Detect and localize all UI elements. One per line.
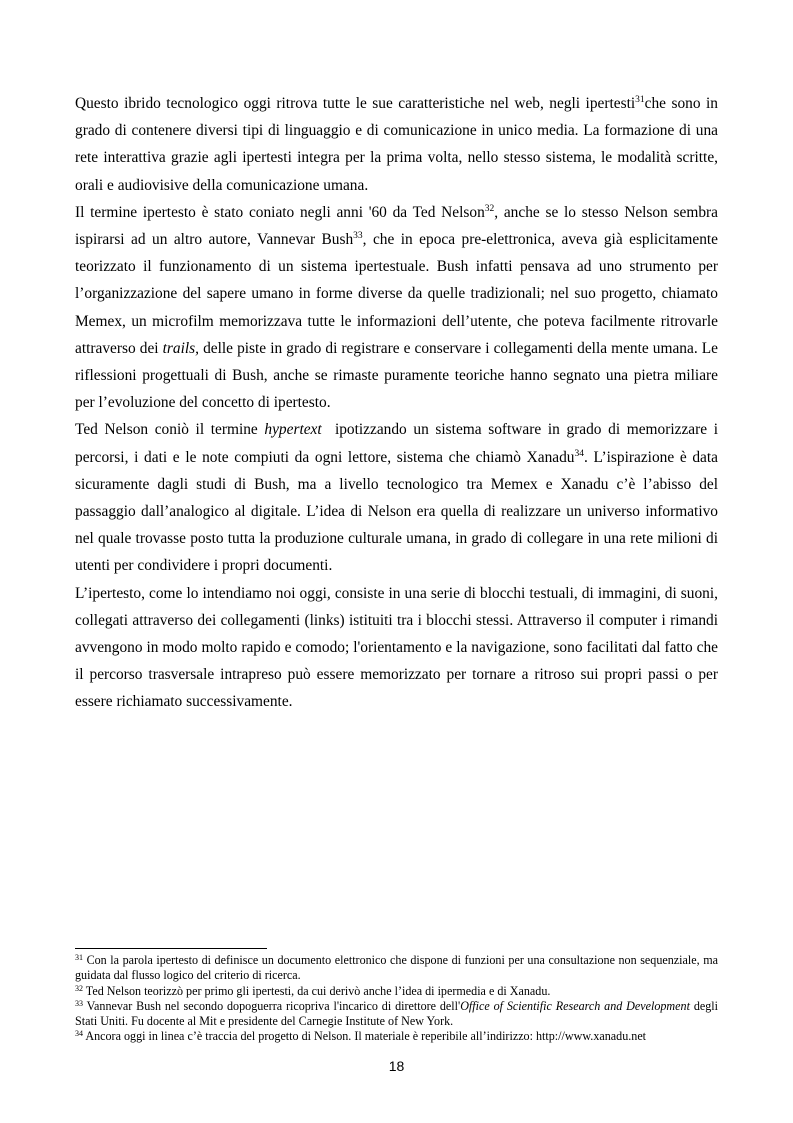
italic-hypertext: hypertext [264,421,322,439]
page-number: 18 [388,1058,405,1074]
footnote-ref-32: 32 [484,203,495,214]
footnote-ref-33: 33 [353,231,363,242]
body-text [75,90,718,716]
paragraph-1: Questo ibrido tecnologico oggi ritrova tutte le sue caratteristiche nel web, negli ipertesti$^{31}$che sono in grado di contenere diversi tipi di linguaggio e di comunicazione in unico media. La formazione di una rete interattiva grazie agli ipertesti integra per la prima volta, nello stesso sistema, le modalità scritte, orali e audiovisive della comunicazione umana. [75,95,718,194]
footnotes [75,953,718,1045]
italic-trails: trails, [162,339,199,357]
footnote-31: $^{31}$ Con la parola ipertesto di definisce un documento elettronico che dispone di funzioni per una consultazione non sequenziale, ma guidata dal flusso logico del criterio di ricerca. [75,953,718,983]
footnote-separator [75,948,267,949]
footnote-ref-34: 34 [574,448,584,459]
footnote-33: $^{33}$ Vannevar Bush nel secondo dopoguerra ricopriva l'incarico di direttore dell'Office of Scientific Research and Development degli Stati Uniti. Fu docente al Mit e presidente del Carnegie Institute of New York. [75,998,718,1029]
footnote-32: $^{32}$ Ted Nelson teorizzò per primo gli ipertesti, da cui derivò anche l’idea di ipermedia e di Xanadu. [75,983,551,998]
paragraph-3: Ted Nelson coniò il termine hypertext ipotizzando un sistema software in grado di memorizzare i percorsi, i dati e le note compiuti da ogni lettore, sistema che chiamò Xanadu$^{34}$. L’ispirazione è data sicuramente dagli studi di Bush, ma a livello tecnologico tra Memex e Xanadu c’è l’abisso del passaggio dall’analogico al digitale. L’idea di Nelson era quella di realizzare un universo informativo nel quale trovasse posto tutta la produzione culturale umana, in grado di collegare in una rete milioni di utenti per condividere i propri documenti. [75,421,718,575]
paragraph-2: Il termine ipertesto è stato coniato negli anni '60 da Ted Nelson$^{32}$, anche se lo stesso Nelson sembra ispirarsi ad un altro autore, Vannevar Bush$^{33}$, che in epoca pre-elettronica, aveva già esplicitamente teorizzato il funzionamento di un sistema ipertestuale. Bush infatti pensava ad uno strumento per l’organizzazione del sapere umano in forme diverse da quelle tradizionali; nel suo progetto, chiamato Memex, un microfilm memorizzava tutte le informazioni dell’utente, che poteva facilmente ritrovarle attraverso dei trails, delle piste in grado di registrare e conservare i collegamenti della mente umana. Le riflessioni progettuali di Bush, anche se rimaste puramente teoriche hanno segnato una pietra miliare per l’evoluzione del concetto di ipertesto. [75,203,718,412]
footnote-ref-31: 31 [635,95,645,105]
paragraph-4: L’ipertesto, come lo intendiamo noi oggi, consiste in una serie di blocchi testuali, di immagini, di suoni, collegati attraverso dei collegamenti (links) istituiti tra i blocchi stessi. Attraverso il computer i rimandi avvengono in modo molto rapido e comodo; l'orientamento e la navigazione, sono facilitati dal fatto che il percorso trasversale intrapreso può essere memorizzato per tornare a ritroso sui propri passi o per essere richiamato successivamente. [75,584,718,711]
footnote-34: $^{34}$ Ancora oggi in linea c’è traccia del progetto di Nelson. Il materiale è reperibile all’indirizzo: http://www.xanadu.net [75,1029,647,1044]
